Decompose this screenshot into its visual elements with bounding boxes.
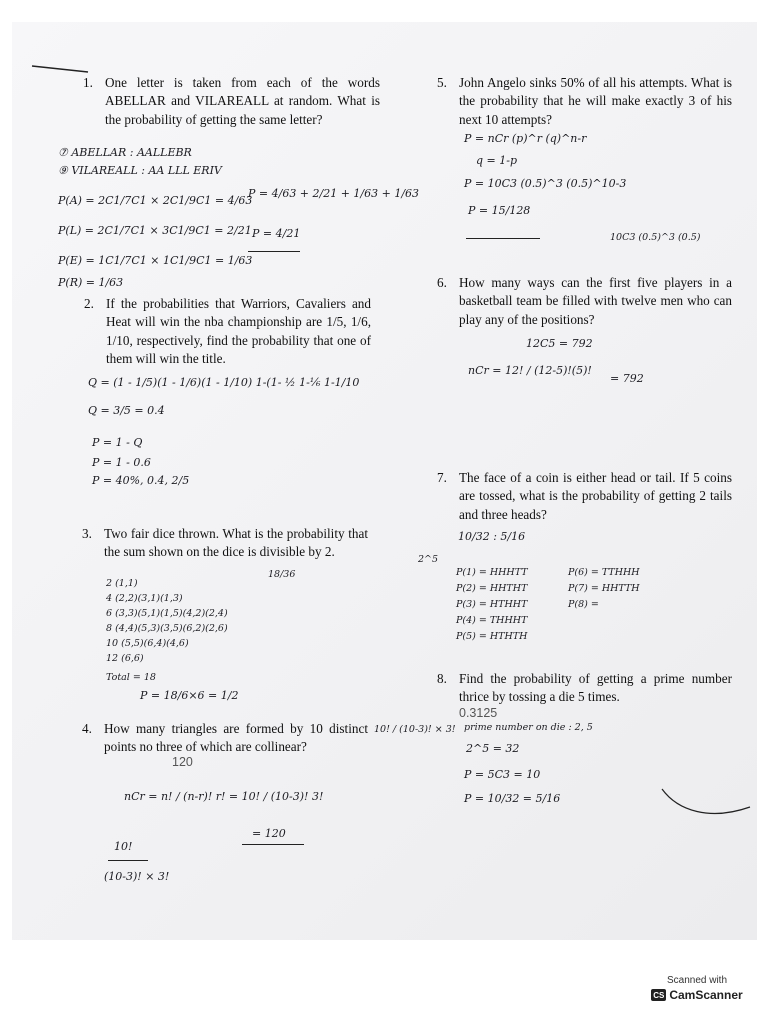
question-number: 2. — [84, 296, 94, 311]
handwritten-note: P = nCr (p)^r (q)^n-r — [464, 132, 587, 145]
question-number: 6. — [437, 275, 447, 290]
question-text: How many triangles are formed by 10 distinct points no three of which are collinear? — [104, 721, 368, 755]
question-text: John Angelo sinks 50% of all his attempts. What is the probability that he will make exactly 3 of his next 10 attempts? — [459, 75, 732, 127]
handwritten-note: q = 1-p — [476, 154, 518, 167]
handwritten-note: 10! — [114, 840, 133, 853]
question-number: 1. — [83, 75, 93, 90]
scanned-with-text: Scanned with — [666, 975, 728, 986]
handwritten-note: P = 5C3 = 10 — [464, 768, 541, 781]
question-3 — [82, 525, 368, 562]
handwritten-note: P = 1 - 0.6 — [92, 456, 151, 469]
handwritten-note: Q = (1 - 1/5)(1 - 1/6)(1 - 1/10) 1-(1- ½ 1-⅙ 1-1/10 — [88, 376, 360, 389]
question-number: 5. — [437, 75, 447, 90]
question-5 — [437, 74, 732, 129]
question-8 — [437, 670, 732, 707]
handwritten-note: nCr = 12! / (12-5)!(5)! — [468, 364, 592, 377]
handwritten-note: P(5) = HTHTH — [456, 631, 528, 642]
handwritten-note: 18/36 — [268, 569, 296, 580]
question-text: One letter is taken from each of the words ABELLAR and VILAREALL at random. What is the probability of getting the same letter? — [105, 75, 380, 127]
camscanner-name: CamScanner — [669, 988, 743, 1002]
question-text: Find the probability of getting a prime number thrice by tossing a die 5 times. — [459, 671, 732, 705]
handwritten-note: ⑦ ABELLAR : AALLEBR — [58, 146, 192, 159]
handwritten-note: = 792 — [610, 372, 644, 385]
question-number: 3. — [82, 526, 92, 541]
question-number: 8. — [437, 671, 447, 686]
answer-underline — [248, 251, 300, 252]
pen-mark — [660, 785, 752, 825]
handwritten-note: 12 (6,6) — [106, 653, 144, 664]
question-6 — [437, 274, 732, 329]
handwritten-note: 4 (2,2)(3,1)(1,3) — [106, 593, 183, 604]
scanner-watermark — [642, 975, 752, 1002]
scanned-page — [12, 22, 757, 940]
question-text: How many ways can the first five players in a basketball team be filled with twelve men who can play any of the positions? — [459, 275, 732, 327]
handwritten-note: 10/32 : 5/16 — [458, 530, 526, 543]
handwritten-note: P(E) = 1C1/7C1 × 1C1/9C1 = 1/63 — [58, 254, 253, 267]
fraction-bar — [108, 860, 148, 861]
handwritten-note: 8 (4,4)(5,3)(3,5)(6,2)(2,6) — [106, 623, 228, 634]
handwritten-note: P = 40%, 0.4, 2/5 — [92, 474, 190, 487]
handwritten-note: P(1) = HHHTT — [456, 567, 528, 578]
question-number: 4. — [82, 721, 92, 736]
handwritten-note: ⑨ VILAREALL : AA LLL ERIV — [58, 164, 222, 177]
handwritten-note: P(R) = 1/63 — [58, 276, 124, 289]
handwritten-note: 12C5 = 792 — [526, 337, 593, 350]
handwritten-note: 2^5 = 32 — [466, 742, 520, 755]
handwritten-note: P = 4/21 — [252, 227, 301, 240]
handwritten-note: 6 (3,3)(5,1)(1,5)(4,2)(2,4) — [106, 608, 228, 619]
question-7 — [437, 469, 732, 524]
handwritten-note: P = 10/32 = 5/16 — [464, 792, 561, 805]
handwritten-note: (10-3)! × 3! — [104, 870, 170, 883]
handwritten-note: P(3) = HTHHT — [456, 599, 528, 610]
answer-value: 0.3125 — [459, 706, 498, 720]
handwritten-note: prime number on die : 2, 5 — [464, 722, 593, 733]
handwritten-note: P = 4/63 + 2/21 + 1/63 + 1/63 — [248, 187, 420, 200]
handwritten-note: P = 18/6×6 = 1/2 — [140, 689, 239, 702]
handwritten-note: Total = 18 — [106, 672, 156, 683]
handwritten-note: P = 15/128 — [468, 204, 531, 217]
answer-underline — [466, 238, 540, 239]
handwritten-note: P(8) = — [568, 599, 599, 610]
question-text: Two fair dice thrown. What is the probability that the sum shown on the dice is divisible by 2. — [104, 526, 368, 560]
handwritten-note: 2 (1,1) — [106, 578, 138, 589]
answer-underline — [242, 844, 304, 845]
camscanner-logo-icon: CS — [653, 990, 665, 1000]
camscanner-brand — [642, 988, 752, 1002]
handwritten-note: 10 (5,5)(6,4)(4,6) — [106, 638, 189, 649]
handwritten-note: P(6) = TTHHH — [568, 567, 640, 578]
handwritten-note: Q = 3/5 = 0.4 — [88, 404, 165, 417]
question-text: The face of a coin is either head or tail. If 5 coins are tossed, what is the probability of getting 2 tails and three heads? — [459, 470, 732, 522]
handwritten-note: P = 10C3 (0.5)^3 (0.5)^10-3 — [464, 177, 627, 190]
handwritten-note: 10C3 (0.5)^3 (0.5) — [610, 232, 701, 243]
handwritten-note: P = 1 - Q — [92, 436, 143, 449]
question-number: 7. — [437, 470, 447, 485]
handwritten-note: nCr = n! / (n-r)! r! = 10! / (10-3)! 3! — [124, 790, 324, 803]
question-1 — [83, 74, 380, 129]
handwritten-note: P(4) = THHHT — [456, 615, 528, 626]
handwritten-note: 2^5 — [418, 554, 439, 565]
handwritten-note: P(7) = HHTTH — [568, 583, 640, 594]
question-text: If the probabilities that Warriors, Cavaliers and Heat will win the nba championship are 1/5, 1/6, 1/10, respectively, find the probability that one of them will win the title. — [106, 296, 371, 367]
answer-value: 120 — [172, 755, 193, 769]
handwritten-note: P(A) = 2C1/7C1 × 2C1/9C1 = 4/63 — [58, 194, 253, 207]
handwritten-note: P(L) = 2C1/7C1 × 3C1/9C1 = 2/21 — [58, 224, 252, 237]
pen-mark — [30, 60, 90, 76]
question-2 — [84, 295, 371, 369]
handwritten-note: P(2) = HHTHT — [456, 583, 528, 594]
handwritten-note: = 120 — [252, 827, 286, 840]
handwritten-note: 10! / (10-3)! × 3! — [374, 724, 456, 735]
question-4 — [82, 720, 368, 757]
